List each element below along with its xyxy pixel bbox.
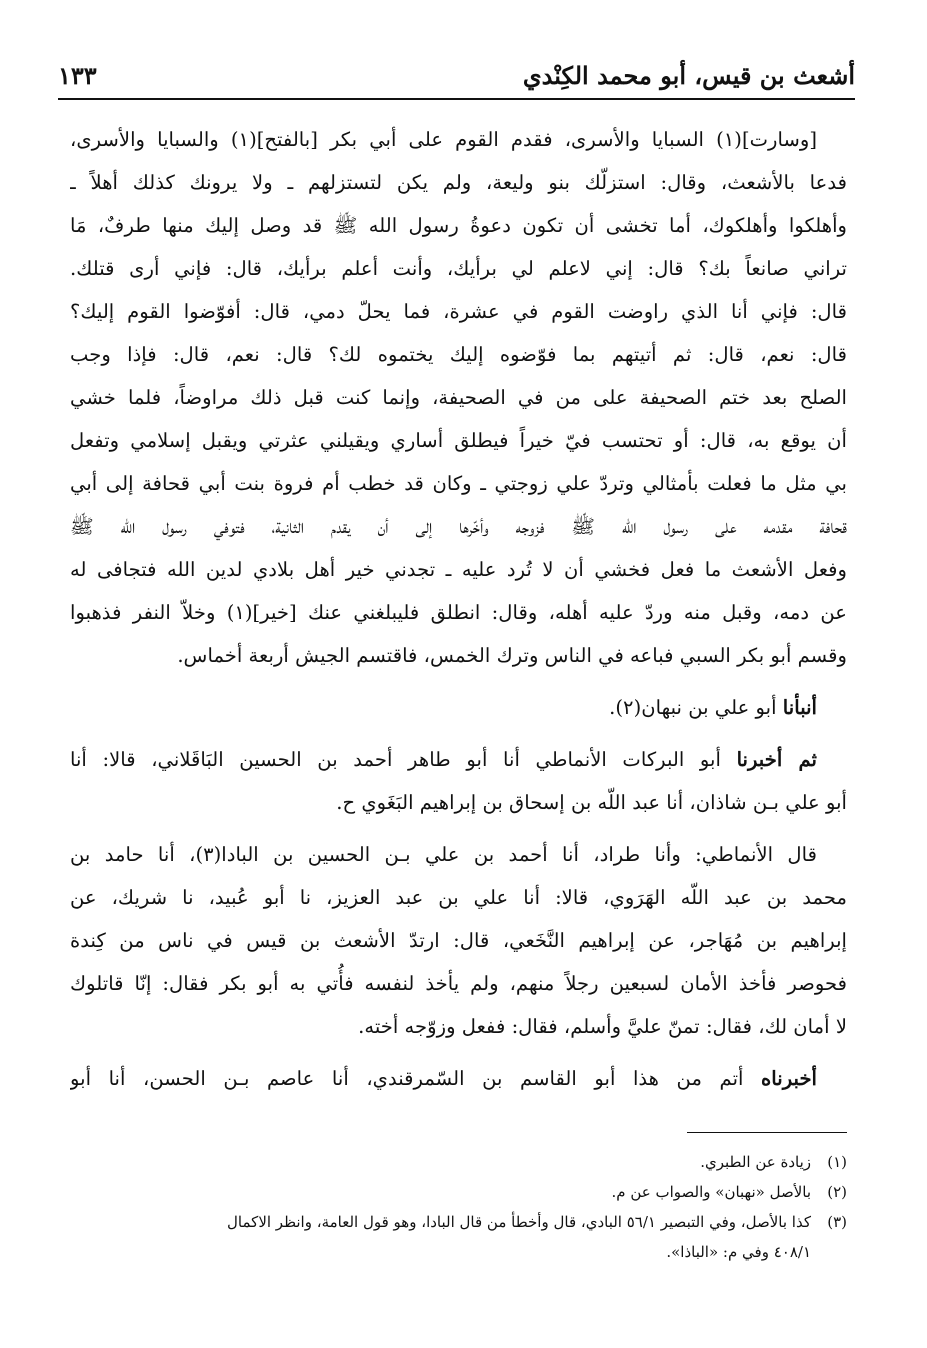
text-line: أن يوقع به، قال: أو تحتسب فيّ خيراً فيطلق أساري ويقيلني عثرتي ويقبل إسلامي وتفعل [70,429,847,452]
footnote-text: بالأصل «نهبان» والصواب عن م. [611,1183,811,1201]
running-title: أشعث بن قيس، أبو محمد الكِنْدي [522,60,855,90]
footnote [76,1207,847,1237]
footnote [76,1177,847,1207]
text-line: أبو علي بـن شاذان، أنا عبد اللّه بن إسحاق بن إبراهيم البَغَوي ح. [336,791,847,814]
paragraph-3 [70,738,847,824]
footnotes [76,1147,847,1267]
keyword: أنبأنا [782,696,817,719]
footnote-text: كذا بالأصل، وفي التبصير ٥٦/١ البادي، قال وأخطأ من قال البادا، وهو قول العامة، وانظر الاكمال [227,1213,811,1231]
text-line: وفعل الأشعث ما فعل فخشي أن لا تُرد عليه ـ تجدني خير أهل بلادي لدين الله فتجافى له [70,558,847,581]
text-line: قال: نعم، قال: ثم أتيتهم بما فوّضوه إليك يختموه لك؟ قال: نعم، قال: فإذا وجب [70,343,847,366]
text-line: الصلح بعد ختم الصحيفة على من في الصحيفة، وإنما كنت قبل ذلك مراوضاً، فلما خشي [70,386,847,409]
footnote-number: (٣) [827,1213,847,1231]
header-rule [58,98,855,100]
footnote-rule [687,1132,847,1133]
paragraph-1 [70,118,847,677]
paragraph-2 [70,686,847,729]
text-line: قال الأنماطي: وأنا طراد، أنا أحمد بن علي بـن الحسين بن البادا(٣)، أنا حامد بن [70,843,817,866]
keyword: أخبرناه [761,1067,817,1090]
text-line: [وسارت](١) السبايا والأسرى، فقدم القوم على أبي بكر [بالفتح](١) والسبايا والأسرى، [70,128,817,151]
text-line: إبراهيم بن مُهَاجر، عن إبراهيم النَّخَعي، قال: ارتدّ الأشعث بن قيس في ناس من كِندة [70,929,847,952]
page-number: ١٣٣ [58,60,97,90]
text-line: قحافة مقدمه على رسول الله ﷺ فزوجه وأخّرها إلى أن يقدم الثانية، فتوفي رسول الله ﷺ [70,515,847,538]
footnote-number: (٢) [827,1183,847,1201]
page-header [58,52,855,98]
text-line: تراني صانعاً بك؟ قال: إني لاعلم لي برأيك، وأنت أعلم برأيك، قال: فإني أرى قتلك. [70,257,847,280]
text-line: عن دمه، وقبل منه وردّ عليه أهله، وقال: انطلق فليبلغني عنك [خير](١) وخلاّ النفر فذهبوا [70,601,847,624]
text-line: لا أمان لك، فقال: تمنّ عليَّ وأسلم، فقال: ففعل وزوّجه أخته. [358,1015,847,1038]
text-line: بي مثل ما فعلت بأمثالي وتردّ علي زوجتي ـ وكان قد خطب أم فروة بنت أبي قحافة إلى أبي [70,472,847,495]
text-line: محمد بن عبد اللّه الهَرَوي، قالا: أنا علي بن عبد العزيز، نا أبو عُبيد، نا شريك، عن [70,886,847,909]
keyword: ثم أخبرنا [736,748,817,771]
footnote [76,1147,847,1177]
text-line: قال: فإني أنا الذي راوضت القوم في عشرة، فما يحلّ دمي، قال: أفوّضوا القوم إليك؟ [70,300,847,323]
footnote-continuation: ٤٠٨/١ وفي م: «الباذا». [666,1243,811,1261]
paragraph-5 [70,1057,847,1100]
text-line: فدعا بالأشعث، وقال: استزلّك بنو وليعة، ولم يكن لتستزلهم ـ ولا يرونك كذلك أهلاً ـ [70,171,847,194]
text-line: أخبرناه أتم من هذا أبو القاسم بن السّمرقندي، أنا عاصم بـن الحسن، أنا أبو [70,1067,817,1090]
text-line: وقسم أبو بكر السبي فباعه في الناس وترك الخمس، فاقتسم الجيش أربعة أخماس. [177,644,847,667]
paragraph-4 [70,833,847,1048]
main-text [70,118,847,1100]
footnote-number: (١) [827,1153,847,1171]
text-line: وأهلكوا وأهلكوك، أما تخشى أن تكون دعوةُ رسول الله ﷺ قد وصل إليك منها طرفٌ، مَا [70,214,847,237]
text-line: أنبأنا أبو علي بن نبهان(٢). [609,696,817,719]
text-line: فحوصر فأخذ الأمان لسبعين رجلاً منهم، ولم يأخذ لنفسه فأُتي به أبو بكر فقال: إنّا قاتلوك [70,972,847,995]
text-line: ثم أخبرنا أبو البركات الأنماطي أنا أبو طاهر أحمد بن الحسين البَاقَلاني، قالا: أنا [70,748,817,771]
footnote-text: زيادة عن الطبري. [700,1153,811,1171]
